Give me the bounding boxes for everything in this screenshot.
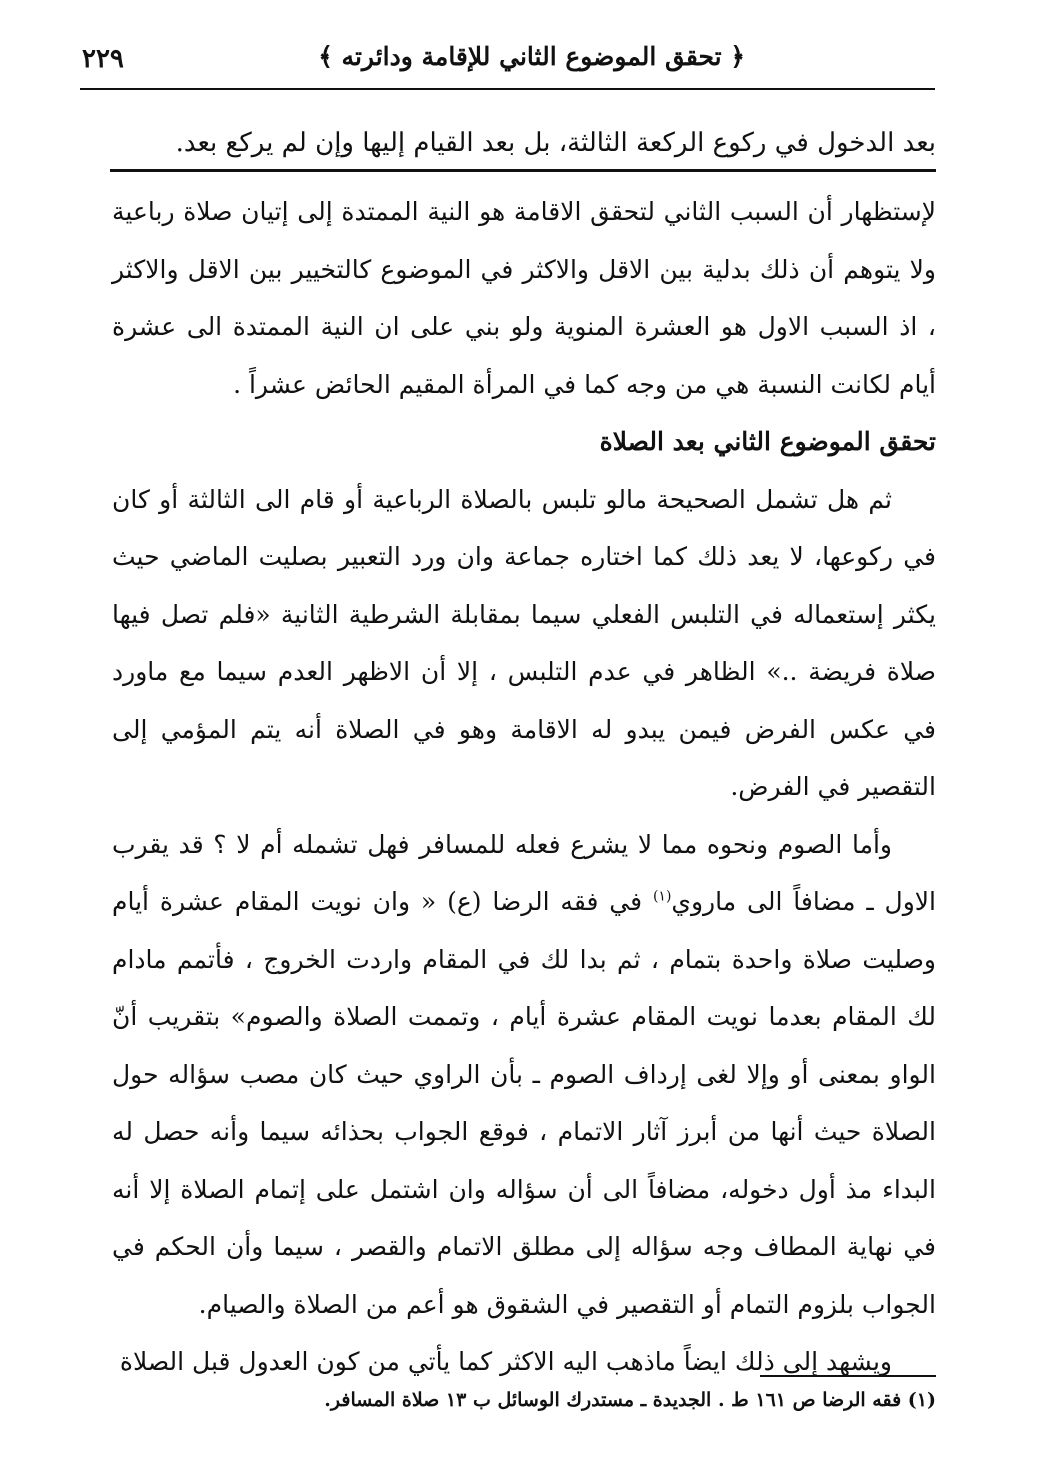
paragraph-2: ثم هل تشمل الصحيحة مالو تلبس بالصلاة الرباعية أو قام الى الثالثة أو كان في ركوعها، لا يعد ذلك كما اختاره جماعة وان ورد التعبير بصليت الماضي حيث يكثر إستعماله في التلبس الفعلي سيما بمقابلة الشرطية الثانية «فلم تصل فيها صلاة فريضة ..» الظاهر في عدم التلبس ، إلا أن الاظهر العدم سيما مع ماورد في عكس الفرض فيمن يبدو له الاقامة وهو في الصلاة أنه يتم المؤمي إلى التقصير في الفرض. — [112, 484, 936, 801]
running-title: ﴿ تحقق الموضوع الثاني للإقامة ودائرته ﴾ — [318, 42, 745, 71]
section-divider — [110, 169, 936, 172]
footnote: (١) فقه الرضا ص ١٦١ ط . الجديدة ـ مستدرك الوسائل ب ١٣ صلاة المسافر. — [324, 1389, 936, 1411]
main-text — [112, 183, 936, 1391]
footnote-rule — [760, 1375, 936, 1377]
carry-over-text: بعد الدخول في ركوع الركعة الثالثة، بل بعد القيام إليها وإن لم يركع بعد. — [175, 128, 936, 158]
page-header — [80, 40, 935, 84]
paragraph-3 — [112, 816, 936, 1334]
paragraph-4: ويشهد إلى ذلك ايضاً ماذهب اليه الاكثر كما يأتي من كون العدول قبل الصلاة — [119, 1347, 892, 1376]
footnote-reference: (١) — [652, 888, 672, 905]
paragraph-3-part-a: وأما الصوم ونحوه مما لا يشرع فعله للمسافر فهل تشمله أم لا ؟ قد يقرب الاول ـ مضافاً الى ماروي — [112, 829, 936, 916]
page-number: ٢٢٩ — [82, 44, 124, 74]
paragraph-3-part-b: في فقه الرضا (ع) « وان نويت المقام عشرة أيام وصليت صلاة واحدة بتمام ، ثم بدا لك في المقام واردت الخروج ، فأتمم مادام لك المقام بعدما نويت المقام عشرة أيام ، وتممت الصلاة والصوم» بتقريب أنّ الواو بمعنى أو وإلا لغى إرداف الصوم ـ بأن الراوي حيث كان مصب سؤاله حول الصلاة حيث أنها من أبرز آثار الاتمام ، فوقع الجواب بحذائه سيما وأنه حصل له البداء مذ أول دخوله، مضافاً الى أن سؤاله وان اشتمل على إتمام الصلاة إلا أنه في نهاية المطاف وجه سؤاله إلى مطلق الاتمام والقصر ، سيما وأن الحكم في الجواب بلزوم التمام أو التقصير في الشقوق هو أعم من الصلاة والصيام. — [112, 887, 936, 1319]
paragraph-1: لإستظهار أن السبب الثاني لتحقق الاقامة هو النية الممتدة إلى إتيان صلاة رباعية ولا يتوهم أن ذلك بدلية بين الاقل والاكثر في الموضوع كالتخيير بين الاقل والاكثر ، اذ السبب الاول هو العشرة المنوية ولو بني على ان النية الممتدة الى عشرة أيام لكانت النسبة هي من وجه كما في المرأة المقيم الحائض عشراً . — [112, 197, 936, 399]
section-heading: تحقق الموضوع الثاني بعد الصلاة — [599, 427, 936, 456]
header-rule — [80, 88, 935, 90]
